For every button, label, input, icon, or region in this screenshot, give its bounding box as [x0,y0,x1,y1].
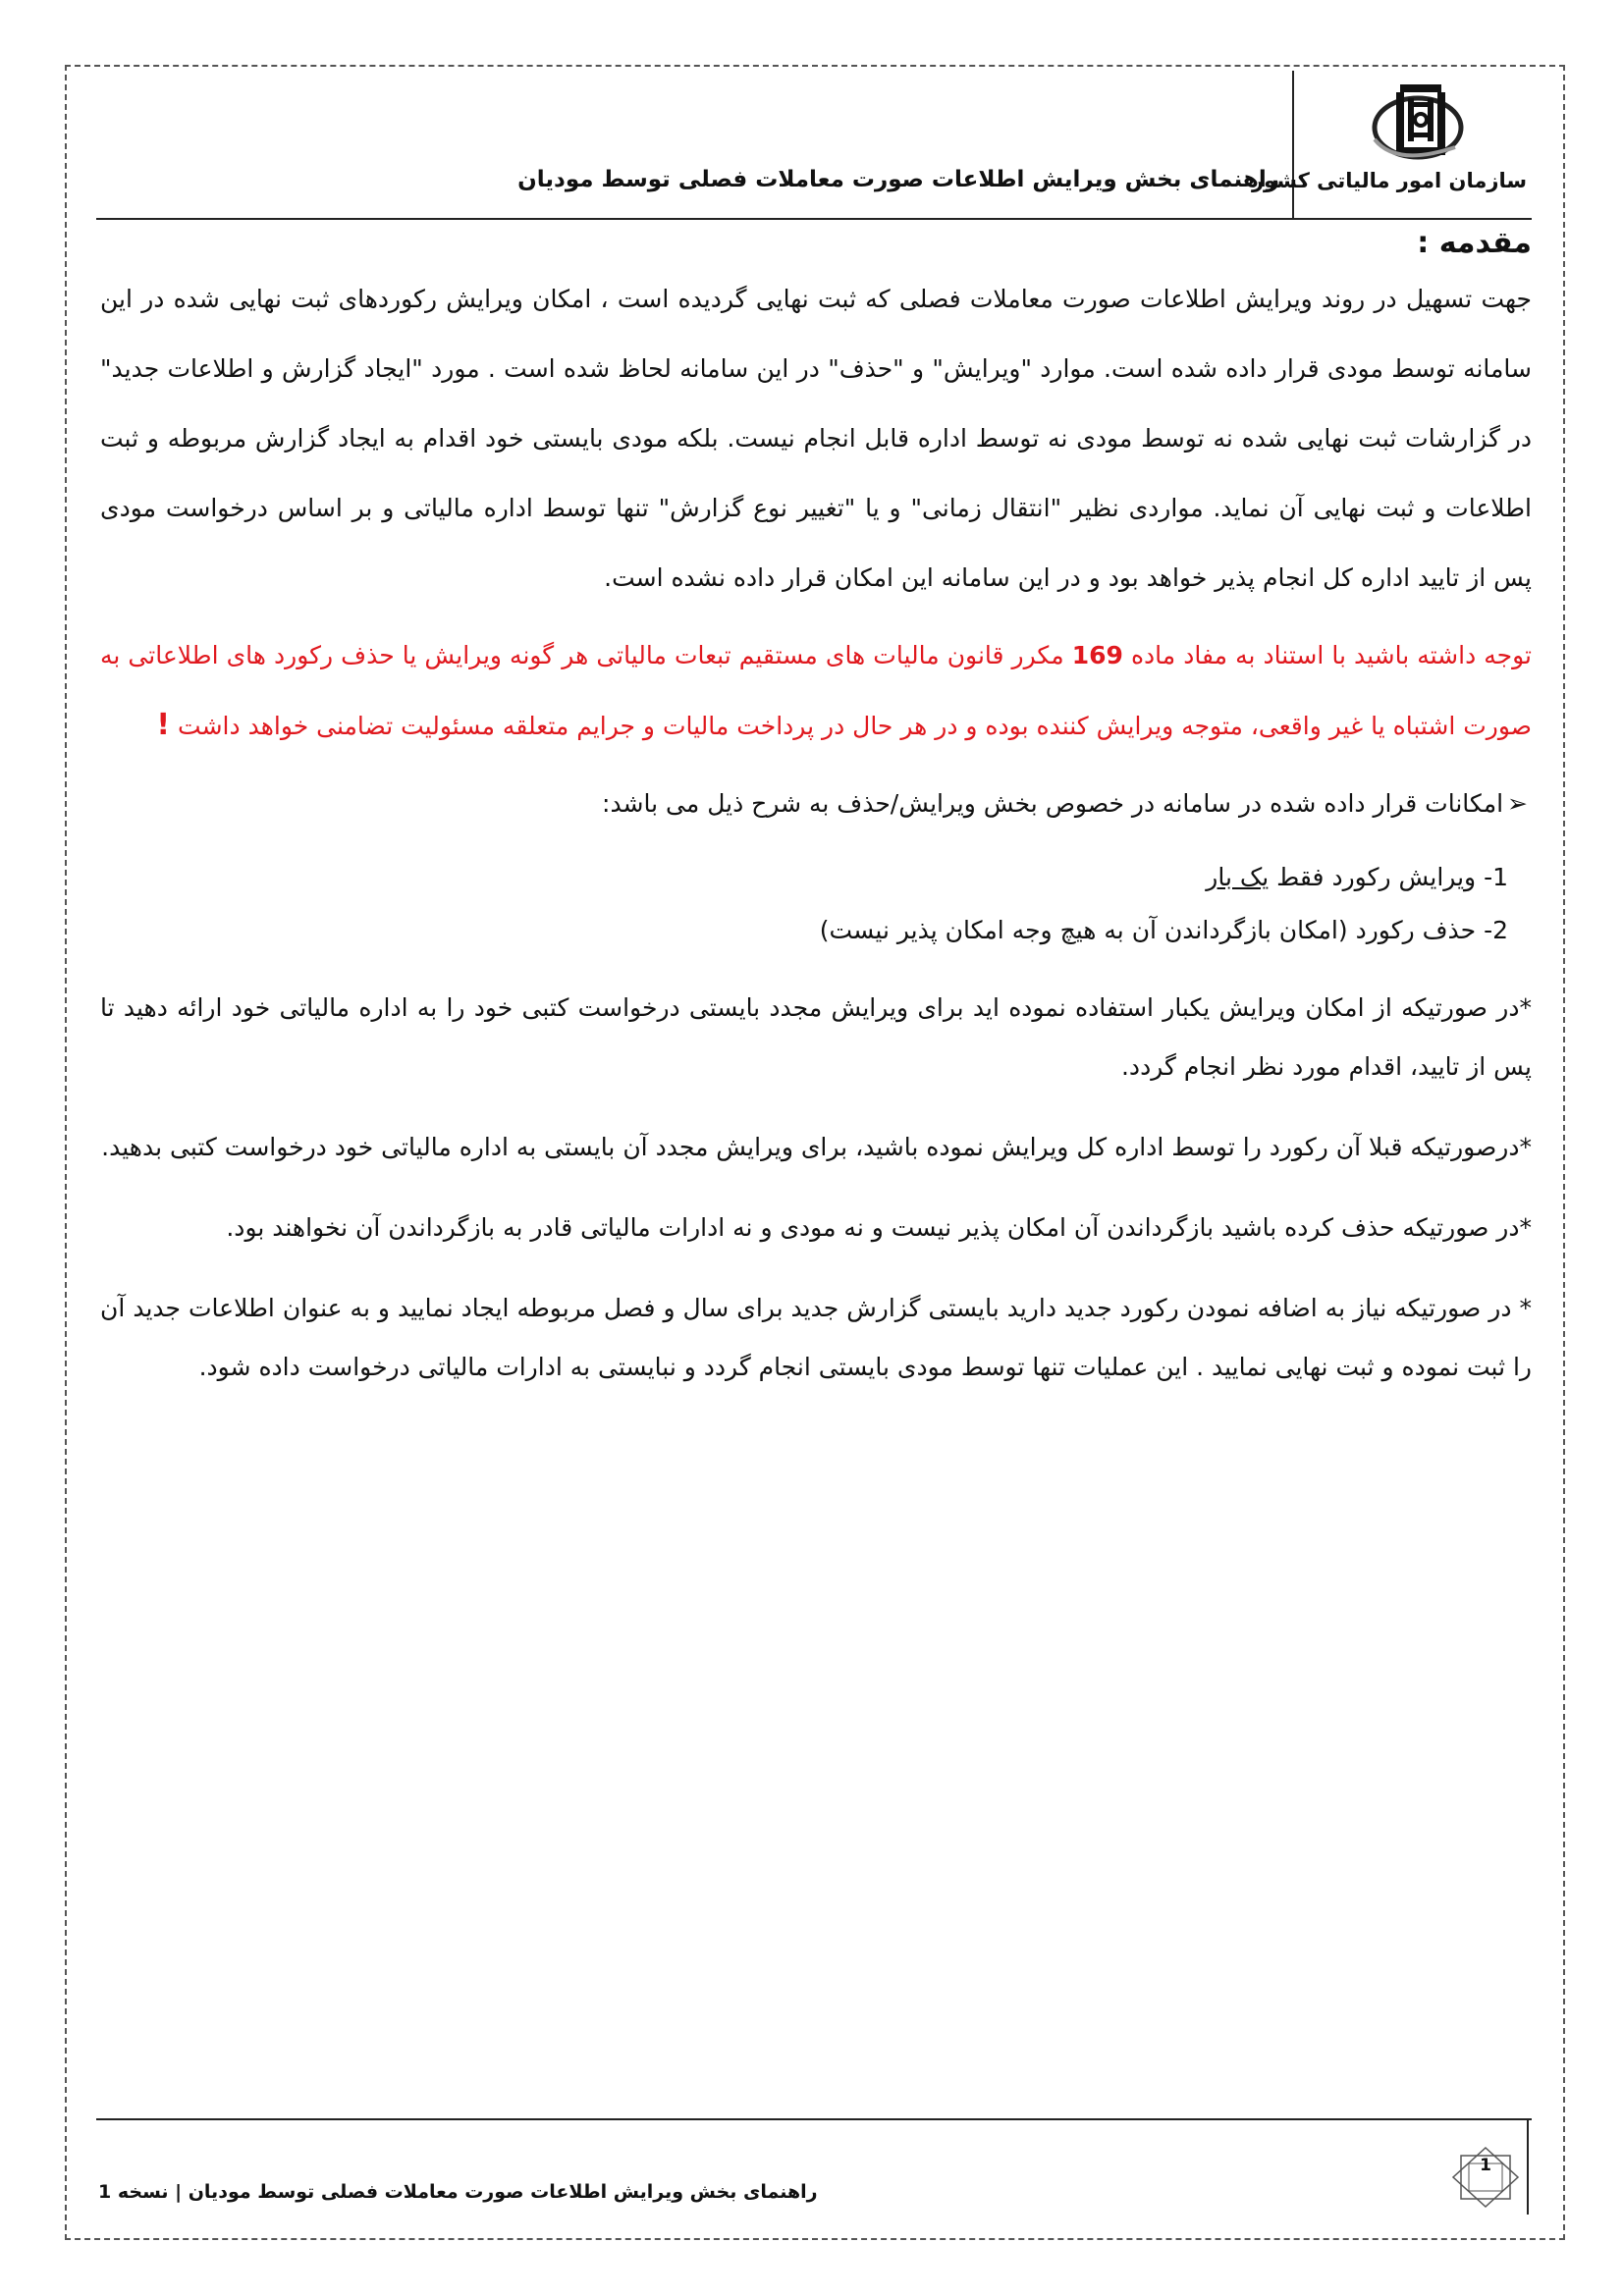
article-number: 169 [1071,641,1123,669]
warning-exclamation: ! [156,708,171,742]
intro-paragraph: جهت تسهیل در روند ویرایش اطلاعات صورت معاملات فصلی که ثبت نهایی گردیده است ، امکان ویرایش رکوردهای ثبت نهایی شده در این سامانه توسط مودی قرار داده شده است. موارد "ویرایش" و "حذف" در این سامانه لحاظ شده است . مورد "ایجاد گزارش و اطلاعات جدید" در گزارشات ثبت نهایی شده نه توسط مودی نه توسط اداره قابل انجام نیست. بلکه مودی بایستی خود اقدام به ایجاد گزارش مربوطه و ثبت اطلاعات و ثبت نهایی آن نماید. مواردی نظیر "انتقال زمانی" و یا "تغییر نوع گزارش" تنها توسط اداره مالیاتی و بر اساس درخواست مودی پس از تایید اداره کل انجام پذیر خواهد بود و در این سامانه این امکان قرار داده نشده است. [100,285,1532,592]
document-title: راهنمای بخش ویرایش اطلاعات صورت معاملات فصلی توسط مودیان [517,167,1279,192]
note-paragraph: *درصورتیکه قبلا آن رکورد را توسط اداره کل ویرایش نموده باشید، برای ویرایش مجدد آن بایستی به اداره مالیاتی خود درخواست کتبی بدهید. [101,1133,1532,1161]
header-divider [1292,71,1294,218]
list-item-number: 1- [1484,863,1508,891]
note-paragraph: * در صورتیکه نیاز به اضافه نمودن رکورد جدید دارید بایستی گزارش جدید برای سال و فصل مربوطه ایجاد نمایید و به عنوان اطلاعات جدید آن را ثبت نموده و ثبت نهایی نمایید . این عملیات تنها توسط مودی بایستی انجام گردد و نبایستی به ادارات مالیاتی درخواست داده شود. [100,1294,1532,1381]
list-item-underlined: یک بار [1206,863,1270,891]
document-body [100,220,1532,1397]
note-paragraph: *در صورتیکه حذف کرده باشید بازگرداندن آن امکان پذیر نیست و نه مودی و نه ادارات مالیاتی قادر به بازگرداندن آن نخواهند بود. [226,1213,1532,1242]
list-item [100,904,1508,957]
tax-organization-logo-icon [1367,79,1475,167]
arrow-bullet-icon: ➢ [1507,789,1528,818]
features-list [100,851,1532,957]
page-number: 1 [1480,2156,1491,2175]
list-item-text: ویرایش رکورد فقط [1269,863,1477,891]
list-item-text: حذف رکورد (امکان بازگرداندن آن به هیچ وجه امکان پذیر نیست) [819,916,1477,944]
warning-text-end: مکرر قانون مالیات های مستقیم تبعات مالیاتی هر گونه ویرایش یا حذف رکورد های اطلاعاتی به صورت اشتباه یا غیر واقعی، متوجه ویرایش کننده بوده و در هر حال در پرداخت مالیات و جرایم متعلقه مسئولیت تضامنی خواهد داشت [100,641,1532,740]
intro-heading: مقدمه : [1417,226,1532,260]
legal-warning [100,620,1532,761]
warning-text-start: توجه داشته باشید با استناد به مفاد ماده [1122,641,1532,669]
footer-rule [96,2118,1532,2120]
list-item [100,851,1508,904]
features-intro [100,774,1532,833]
note-paragraph: *در صورتیکه از امکان ویرایش یکبار استفاده نموده اید برای ویرایش مجدد بایستی درخواست کتبی خود را به اداره مالیاتی خود ارائه دهید تا پس از تایید، اقدام مورد نظر انجام گردد. [100,993,1532,1081]
features-intro-text: امکانات قرار داده شده در سامانه در خصوص بخش ویرایش/حذف به شرح ذیل می باشد: [602,789,1504,818]
footer-text: راهنمای بخش ویرایش اطلاعات صورت معاملات فصلی توسط مودیان | نسخه 1 [98,2181,818,2203]
list-item-number: 2- [1484,916,1508,944]
organization-name: سازمان امور مالیاتی کشور [1251,169,1527,192]
footer-divider [1527,2118,1529,2215]
